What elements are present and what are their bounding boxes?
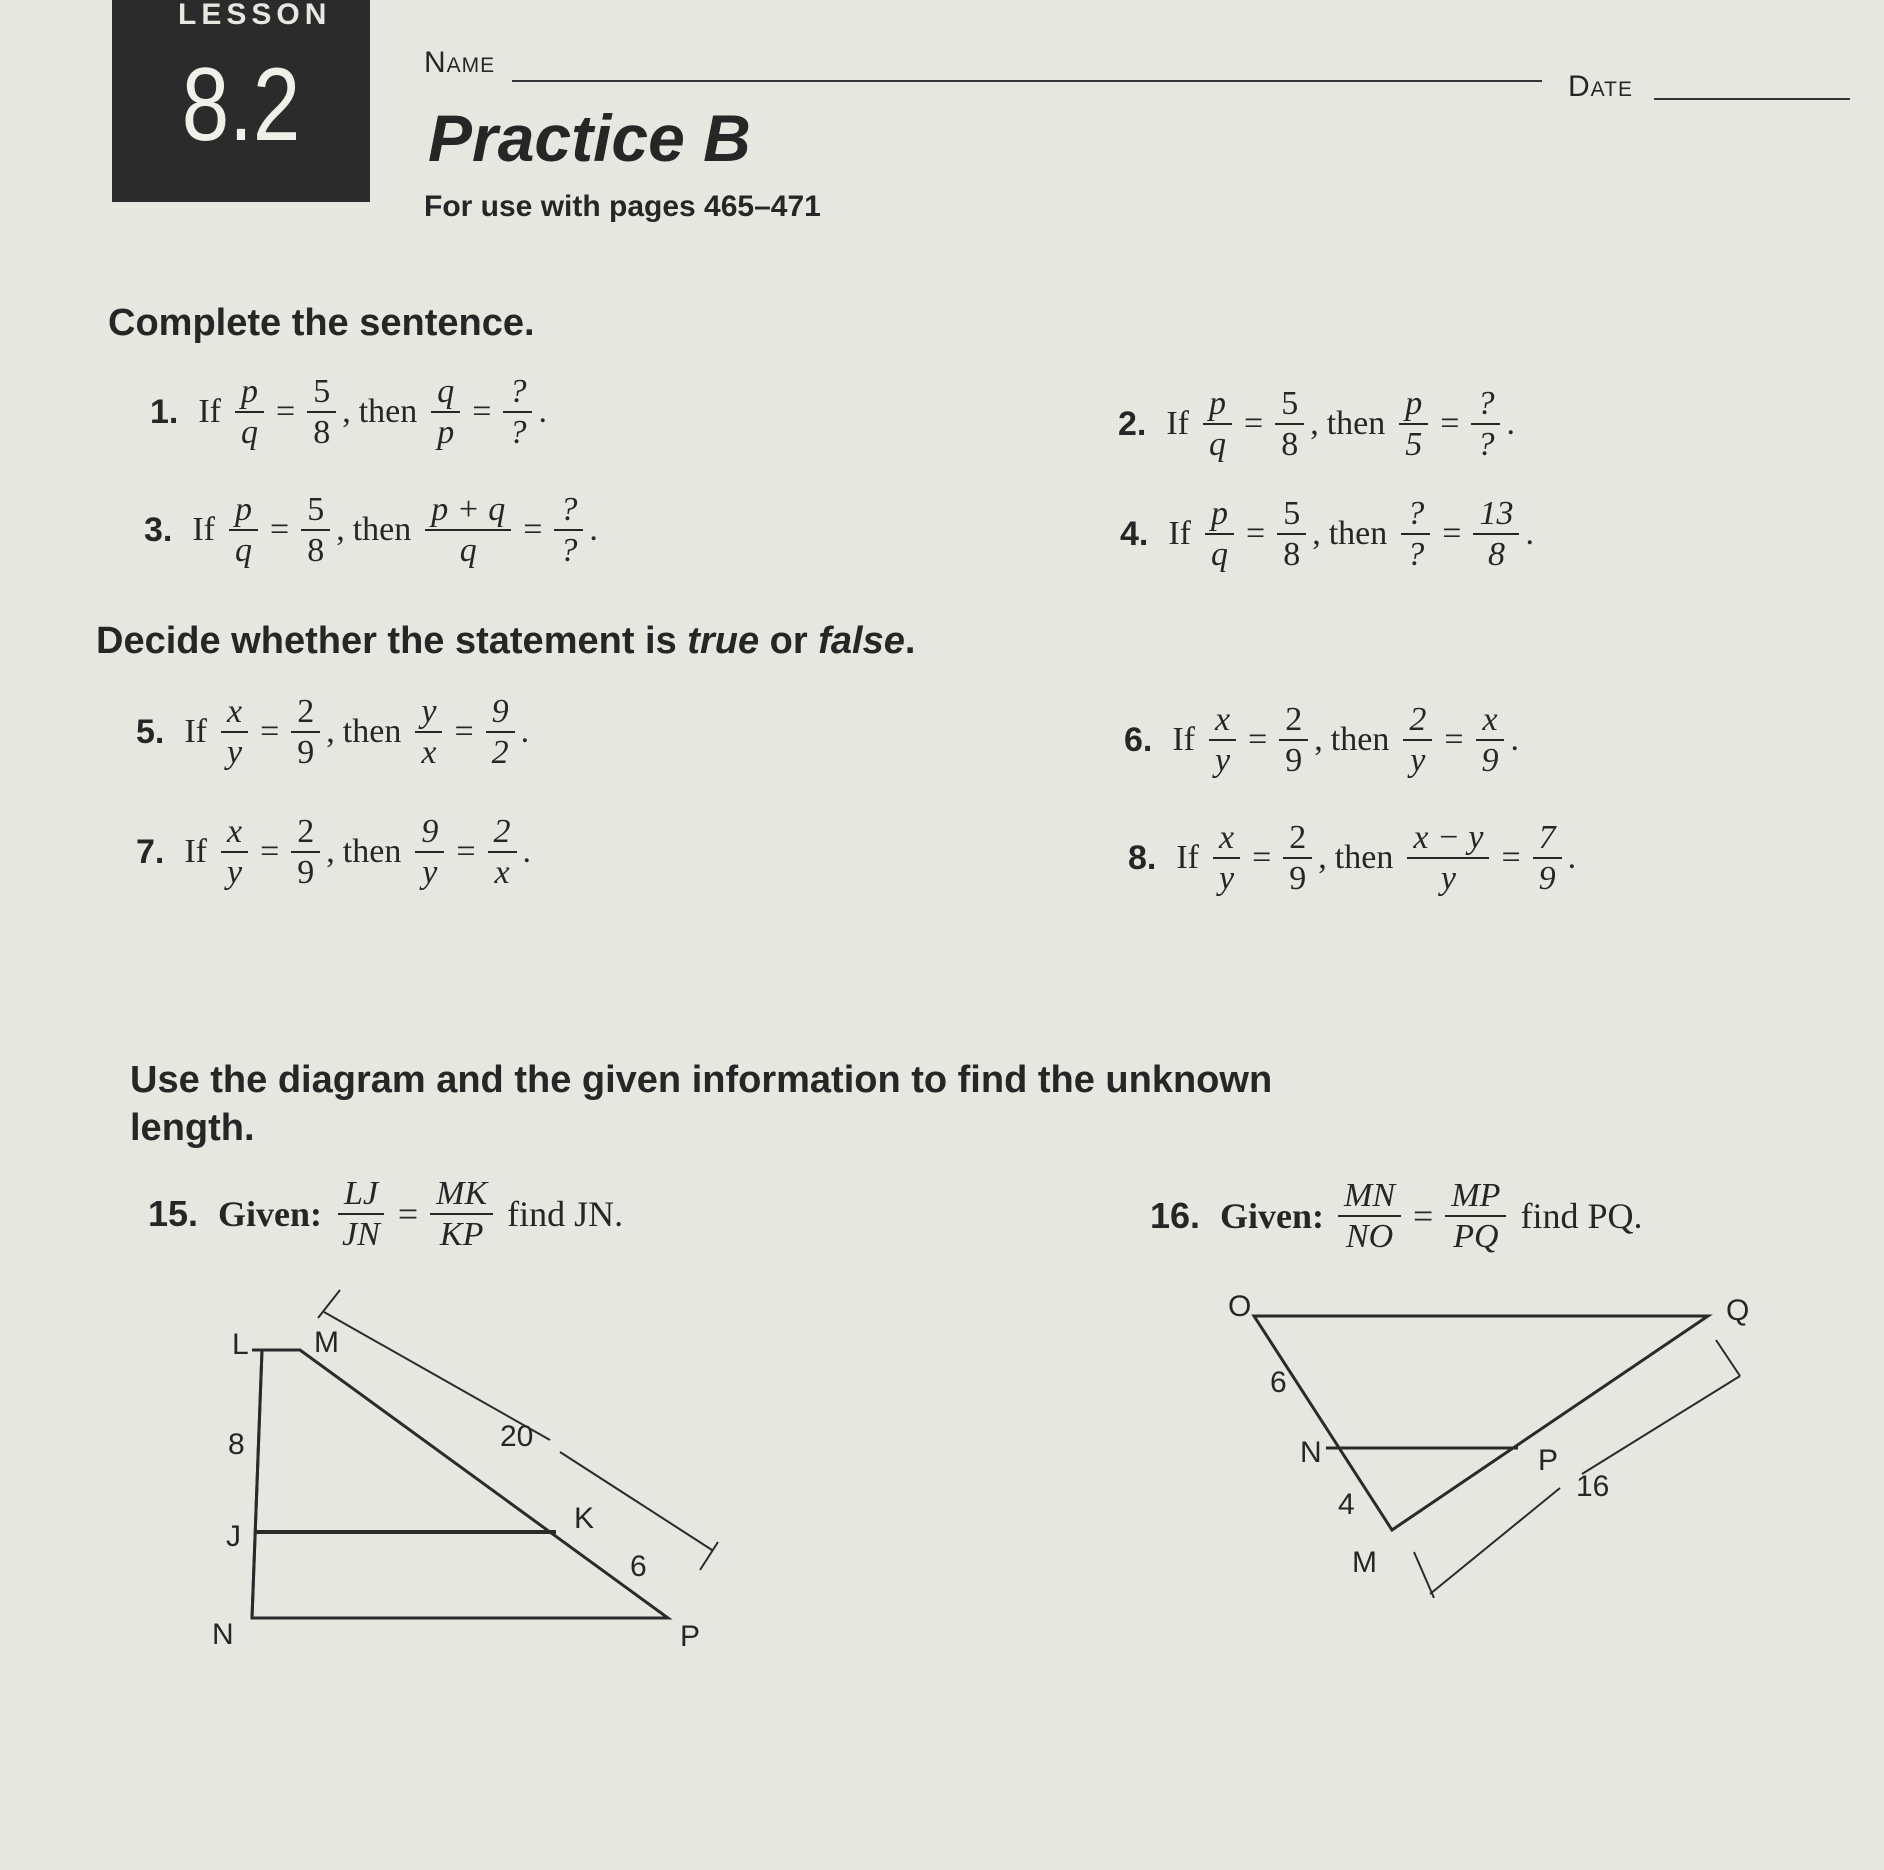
numerator: MP [1445,1176,1506,1217]
label-6: 6 [1270,1366,1287,1399]
if-text: If [192,511,216,549]
name-label: Name [424,46,496,79]
find-text: find PQ. [1520,1196,1643,1237]
numerator: x [1476,700,1503,741]
period: . [1510,721,1520,759]
equals-sign: = [456,833,476,871]
equals-sign: = [1501,839,1521,877]
period: . [538,393,547,431]
lesson-number: 8.2 [181,47,301,163]
section1-instruction: Complete the sentence. [108,302,535,344]
numerator: y [415,692,442,733]
denominator: x [494,854,510,892]
denominator: 2 [491,734,509,772]
label-o: O [1228,1290,1252,1323]
equals-sign: = [276,393,296,431]
label-6: 6 [630,1550,647,1583]
label-k: K [574,1502,595,1535]
denominator: p [437,414,455,452]
numerator: 2 [291,692,320,733]
page-subtitle: For use with pages 465–471 [424,190,821,223]
then-text: then [1328,515,1388,553]
numerator: 5 [301,490,330,531]
equals-sign: = [1440,405,1460,443]
denominator: y [1215,742,1231,780]
denominator: ? [1477,426,1495,464]
comma: , [1312,515,1321,553]
side-ln [252,1350,262,1618]
if-text: If [1172,721,1196,759]
comma: , [336,511,345,549]
numerator: p [1399,384,1428,425]
label-8: 8 [228,1428,245,1461]
then-text: then [358,393,418,431]
then-text: then [1330,721,1390,759]
numerator: 9 [415,812,444,853]
equals-sign: = [270,511,290,549]
instruction-text: Decide whether the statement is [96,620,688,662]
denominator: y [1440,860,1456,898]
label-n: N [212,1618,234,1651]
numerator: 9 [486,692,515,733]
find-text: find JN. [507,1194,624,1235]
denominator: PQ [1453,1218,1499,1256]
label-20: 20 [500,1420,534,1453]
numerator: x − y [1407,818,1489,859]
dimension-tick [1716,1340,1740,1376]
numerator: x [1213,818,1240,859]
period: . [520,713,530,751]
figure-16 [1228,1290,1749,1598]
numerator: 13 [1473,494,1519,535]
label-p: P [1538,1444,1559,1477]
label-16: 16 [1576,1470,1610,1503]
problem-number: 1. [150,392,179,431]
numerator: 2 [1403,700,1432,741]
equals-sign: = [1246,515,1266,553]
denominator: q [1211,536,1229,574]
numerator: 5 [1275,384,1304,425]
numerator: p [1205,494,1234,535]
denominator: q [235,532,253,570]
equals-sign: = [1442,515,1462,553]
label-q: Q [1726,1294,1750,1327]
comma: , [1314,721,1323,759]
instruction-mid: or [759,620,819,662]
period: . [522,833,532,871]
lesson-label: LESSON [178,0,332,31]
problem-number: 6. [1124,720,1153,759]
comma: , [1310,405,1319,443]
then-text: then [1334,839,1394,877]
then-text: then [342,713,402,751]
dimension-tick [1414,1552,1434,1598]
instruction-false: false [818,620,905,662]
period: . [1525,515,1534,553]
problem-number: 16. [1150,1195,1201,1237]
then-text: then [342,833,402,871]
label-m: M [314,1326,339,1359]
equals-sign: = [1248,721,1268,759]
numerator: 2 [1283,818,1312,859]
label-l: L [232,1328,249,1361]
dimension-line [1430,1488,1560,1594]
denominator: 8 [1487,536,1505,574]
denominator: NO [1345,1218,1394,1256]
instruction-end: . [904,620,916,662]
denominator: 8 [307,532,325,570]
numerator: MK [430,1174,493,1215]
problem-number: 8. [1128,838,1157,877]
denominator: 5 [1405,426,1423,464]
denominator: 9 [1285,742,1303,780]
section3-instruction-line2: length. [130,1107,255,1149]
numerator: 5 [1277,494,1306,535]
equals-sign: = [1252,839,1272,877]
numerator: ? [554,490,583,531]
equals-sign: = [454,713,474,751]
dimension-line [1582,1376,1740,1474]
denominator: y [1219,860,1235,898]
denominator: 8 [1281,426,1299,464]
comma: , [326,833,335,871]
if-text: If [1166,405,1190,443]
instruction-true: true [687,620,760,662]
equals-sign: = [472,393,492,431]
period: . [1506,405,1515,443]
denominator: y [227,734,243,772]
dimension-line [560,1452,712,1550]
problem-number: 7. [136,832,165,871]
numerator: 5 [307,372,336,413]
denominator: q [459,532,477,570]
denominator: 9 [297,734,315,772]
given-label: Given: [218,1194,323,1235]
numerator: ? [1471,384,1500,425]
then-text: then [1326,405,1386,443]
denominator: q [241,414,259,452]
denominator: y [1410,742,1426,780]
label-n: N [1300,1436,1322,1469]
label-p: P [680,1620,701,1653]
figure-15 [212,1290,718,1653]
label-j: J [226,1520,241,1553]
if-text: If [184,713,208,751]
problem-number: 2. [1118,404,1147,443]
if-text: If [198,393,222,431]
numerator: p [1203,384,1232,425]
denominator: 9 [1289,860,1307,898]
numerator: x [1209,700,1236,741]
label-4: 4 [1338,1488,1355,1521]
numerator: p + q [425,490,511,531]
date-label: Date [1568,70,1633,103]
dimension-tick [700,1542,718,1570]
denominator: q [1209,426,1227,464]
numerator: 2 [291,812,320,853]
numerator: ? [1401,494,1430,535]
numerator: MN [1338,1176,1401,1217]
equals-sign: = [397,1194,419,1235]
triangle-lmp [252,1350,668,1618]
if-text: If [1168,515,1192,553]
equals-sign: = [523,511,543,549]
numerator: 2 [488,812,517,853]
numerator: x [221,692,248,733]
denominator: ? [1407,536,1425,574]
numerator: 7 [1533,818,1562,859]
numerator: p [229,490,258,531]
problem-number: 3. [144,510,173,549]
denominator: JN [342,1216,380,1254]
denominator: 8 [1283,536,1301,574]
denominator: ? [560,532,578,570]
comma: , [1318,839,1327,877]
equals-sign: = [260,713,280,751]
denominator: y [227,854,243,892]
denominator: ? [509,414,527,452]
comma: , [342,393,351,431]
label-m: M [1352,1546,1377,1579]
if-text: If [184,833,208,871]
equals-sign: = [1444,721,1464,759]
then-text: then [352,511,412,549]
comma: , [326,713,335,751]
period: . [589,511,598,549]
equals-sign: = [1244,405,1264,443]
numerator: 2 [1279,700,1308,741]
period: . [1567,839,1577,877]
given-label: Given: [1220,1196,1325,1237]
denominator: 9 [1538,860,1556,898]
problem-number: 15. [148,1193,199,1235]
denominator: 9 [1481,742,1499,780]
page-title: Practice B [428,101,751,175]
denominator: 9 [297,854,315,892]
denominator: 8 [313,414,331,452]
numerator: q [431,372,460,413]
problem-number: 5. [136,712,165,751]
equals-sign: = [260,833,280,871]
problem-number: 4. [1120,514,1149,553]
denominator: y [422,854,438,892]
numerator: p [235,372,264,413]
equals-sign: = [1413,1196,1434,1237]
numerator: LJ [338,1174,384,1215]
section3-instruction-line1: Use the diagram and the given information to find the unknown [130,1059,1273,1101]
if-text: If [1176,839,1200,877]
denominator: KP [439,1216,484,1254]
numerator: x [221,812,248,853]
triangle-oqm [1254,1316,1708,1530]
denominator: x [421,734,437,772]
numerator: ? [503,372,532,413]
